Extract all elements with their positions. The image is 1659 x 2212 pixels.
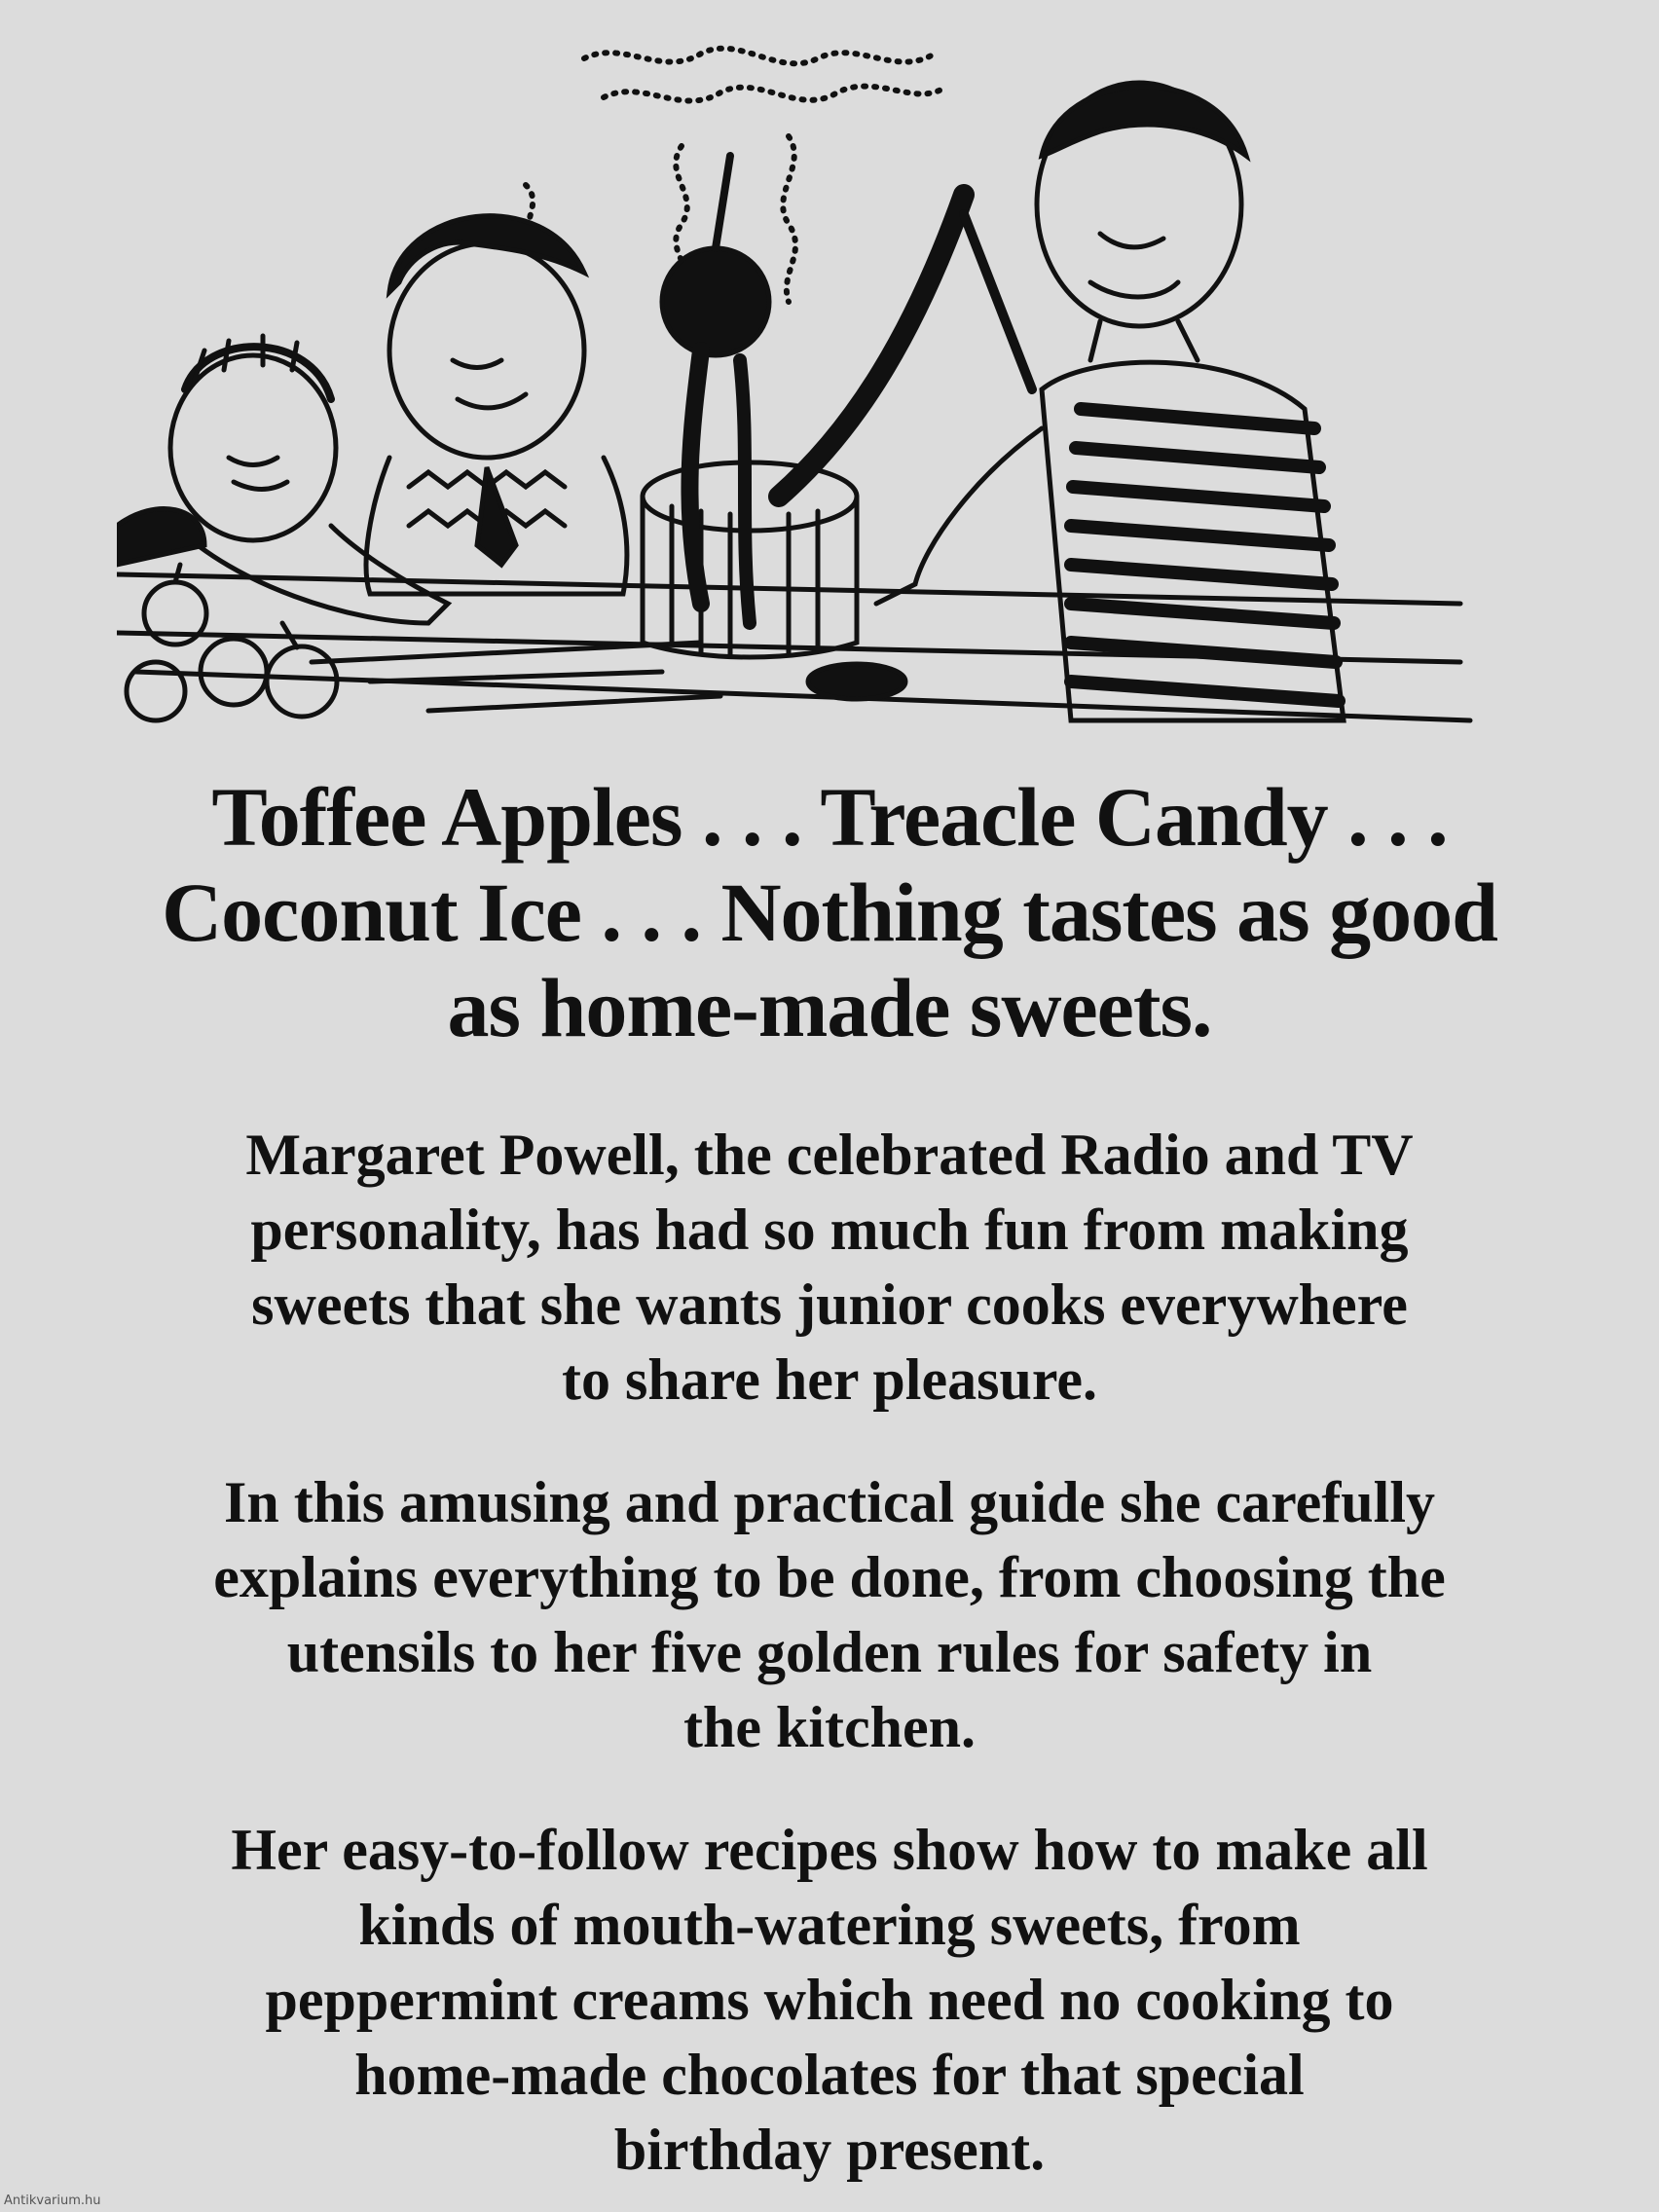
text-line: Margaret Powell, the celebrated Radio and TV xyxy=(245,1123,1414,1187)
sweets-pot xyxy=(643,156,964,699)
middle-child xyxy=(366,216,627,594)
text-line: utensils to her five golden rules for safety in xyxy=(286,1620,1373,1684)
text-line: to share her pleasure. xyxy=(562,1347,1097,1412)
text-line: In this amusing and practical guide she carefully xyxy=(223,1470,1436,1534)
right-child xyxy=(876,83,1344,720)
paragraph-author-intro xyxy=(78,1118,1581,1418)
text-line: home-made chocolates for that special xyxy=(354,2043,1305,2107)
text-line: explains everything to be done, from choosing the xyxy=(213,1545,1446,1609)
text-line: birthday present. xyxy=(613,2118,1046,2182)
text-line: the kitchen. xyxy=(683,1695,976,1759)
watermark: Antikvarium.hu xyxy=(4,2194,101,2208)
paragraph-guide-description xyxy=(78,1465,1581,1765)
headline xyxy=(78,769,1581,1055)
text-line: sweets that she wants junior cooks everywhere xyxy=(251,1272,1408,1337)
text-line: kinds of mouth-watering sweets, from xyxy=(358,1893,1301,1957)
headline-line: Coconut Ice . . . Nothing tastes as good xyxy=(162,866,1497,959)
headline-line: Toffee Apples . . . Treacle Candy . . . xyxy=(211,770,1448,864)
children-making-sweets-illustration xyxy=(117,39,1529,740)
text-line: personality, has had so much fun from making xyxy=(250,1198,1409,1262)
headline-line: as home-made sweets. xyxy=(447,961,1212,1054)
text-line: Her easy-to-follow recipes show how to make all xyxy=(231,1818,1428,1882)
paragraph-recipes xyxy=(78,1813,1581,2188)
toffee-apples xyxy=(127,565,337,720)
text-line: peppermint creams which need no cooking to xyxy=(265,1968,1394,2032)
